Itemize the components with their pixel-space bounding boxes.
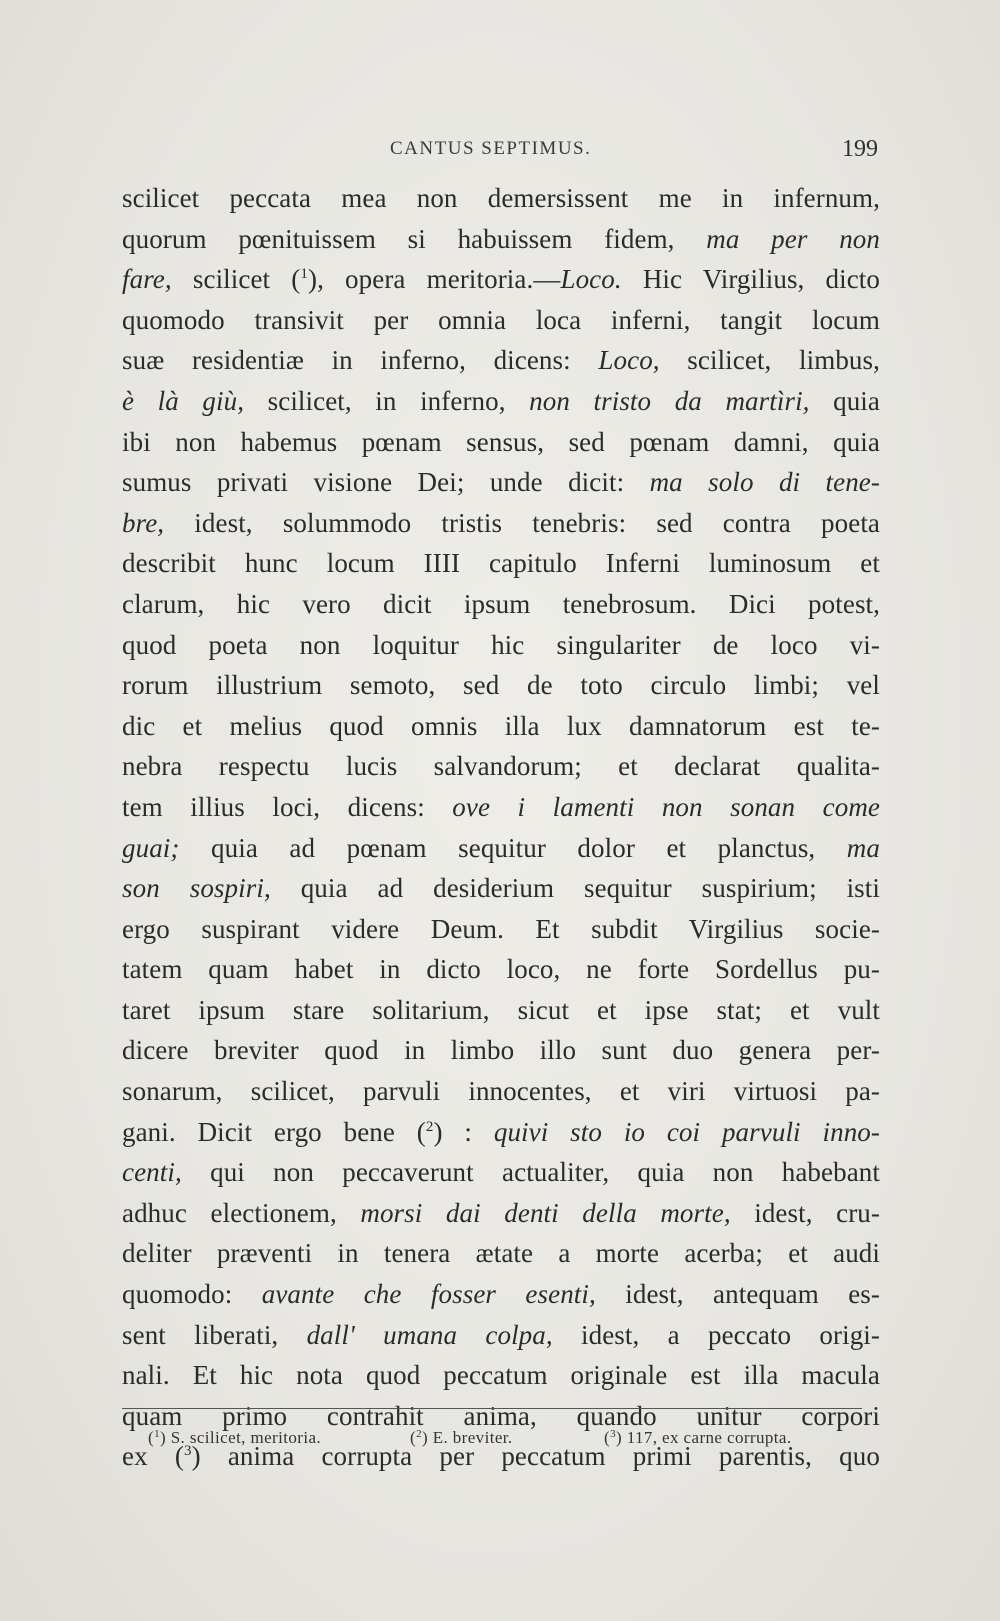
text-segment: quam primo contrahit anima, quando unitur corpori	[122, 1400, 880, 1431]
footnote-text: 117, ex carne corrupta.	[626, 1428, 792, 1447]
footnote-mark: 1	[154, 1428, 160, 1440]
text-segment: quia	[809, 385, 880, 416]
text-segment: deliter præventi in tenera ætate a morte acerba; et audi	[122, 1238, 880, 1269]
text-segment: scilicet peccata mea non demersissent me in infernum,	[122, 183, 880, 213]
text-line	[122, 665, 880, 706]
text-line	[122, 422, 880, 463]
italic-quote: morsi dai denti della morte,	[360, 1197, 731, 1228]
footnotes	[148, 1428, 868, 1458]
text-segment: idest, cru-	[730, 1197, 880, 1228]
text-line	[122, 219, 880, 260]
italic-quote: son sospiri,	[122, 873, 271, 904]
text-line	[122, 746, 880, 787]
body-text	[122, 178, 880, 1477]
text-segment: quomodo transivit per omnia loca inferni, tangit locum	[122, 304, 880, 335]
italic-quote: dall' umana colpa,	[306, 1319, 553, 1350]
page-number: 199	[842, 136, 878, 162]
text-segment: sumus privati visione Dei; unde dicit:	[122, 467, 650, 498]
text-line	[122, 828, 880, 869]
text-segment: quorum pœnituissem si habuissem fidem,	[122, 223, 707, 254]
text-segment: scilicet, limbus,	[659, 345, 880, 376]
running-title: CANTUS SEPTIMUS.	[390, 138, 592, 159]
text-segment: dicere breviter quod in limbo illo sunt duo genera per-	[122, 1035, 880, 1066]
text-line	[122, 1355, 880, 1396]
italic-quote: guai;	[122, 832, 180, 863]
text-line	[122, 300, 880, 341]
text-segment: quia ad desiderium sequitur suspirium; isti	[270, 873, 880, 904]
italic-quote: ma per non	[706, 223, 880, 254]
footnote-ref: 3	[183, 1443, 192, 1460]
text-segment: scilicet (	[171, 264, 301, 295]
text-segment: gani. Dicit ergo bene (	[122, 1116, 426, 1147]
text-segment: Hic Virgilius, dicto	[621, 264, 881, 295]
italic-quote: centi,	[122, 1157, 182, 1188]
text-line	[122, 1315, 880, 1356]
text-line	[122, 1152, 880, 1193]
text-segment: scilicet, in inferno,	[244, 385, 530, 416]
italic-quote: avante che fosser esenti,	[261, 1279, 596, 1310]
text-segment: qui non peccaverunt actualiter, quia non habebant	[181, 1157, 880, 1188]
text-line	[122, 909, 880, 950]
text-segment: clarum, hic vero dicit ipsum tenebrosum. Dici potest,	[122, 588, 880, 619]
text-segment: rorum illustrium semoto, sed de toto circulo limbi; vel	[122, 670, 880, 701]
text-line	[122, 1112, 880, 1153]
text-line	[122, 584, 880, 625]
text-segment: idest, antequam es-	[595, 1279, 880, 1310]
text-line	[122, 259, 880, 300]
footnote-ref: 2	[425, 1118, 434, 1135]
text-segment: taret ipsum stare solitarium, sicut et ipse stat; et vult	[122, 994, 880, 1025]
italic-quote: è là giù,	[122, 385, 245, 416]
text-line	[122, 462, 880, 503]
text-line	[122, 178, 880, 219]
footnote-ref: 1	[300, 266, 308, 283]
text-line	[122, 990, 880, 1031]
text-segment: sonarum, scilicet, parvuli innocentes, et viri virtuosi pa-	[122, 1076, 880, 1107]
text-line	[122, 868, 880, 909]
text-line	[122, 1233, 880, 1274]
italic-quote: Loco,	[598, 345, 660, 376]
text-line	[122, 340, 880, 381]
text-segment: dic et melius quod omnis illa lux damnatorum est te-	[122, 710, 880, 741]
text-line	[122, 503, 880, 544]
footnote-mark: 3	[610, 1428, 616, 1440]
footnote-text: E. breviter.	[432, 1428, 513, 1447]
text-line	[122, 381, 880, 422]
text-line	[122, 625, 880, 666]
text-segment: ibi non habemus pœnam sensus, sed pœnam damni, quia	[122, 426, 880, 457]
text-segment: ) anima corrupta per peccatum primi parentis, quo	[191, 1441, 880, 1472]
text-segment: ex (	[122, 1441, 184, 1472]
text-segment: quia ad pœnam sequitur dolor et planctus,	[179, 832, 847, 863]
footnote-3: ($^3$) 117, ex carne corrupta.	[604, 1428, 792, 1447]
text-segment: describit hunc locum IIII capitulo Inferni luminosum et	[122, 548, 880, 579]
text-segment: idest, solummodo tristis tenebris: sed contra poeta	[164, 507, 880, 538]
text-segment: tem illius loci, dicens:	[122, 791, 453, 822]
text-line	[122, 1030, 880, 1071]
text-line	[122, 787, 880, 828]
text-line	[122, 543, 880, 584]
text-segment: sent liberati,	[122, 1319, 307, 1350]
text-line	[122, 949, 880, 990]
text-segment: ) :	[433, 1116, 494, 1147]
text-line	[122, 1071, 880, 1112]
footnote-text: S. scilicet, meritoria.	[170, 1428, 322, 1447]
running-head	[120, 136, 878, 168]
footnote-rule	[122, 1408, 862, 1409]
text-segment: suæ residentiæ in inferno, dicens:	[122, 345, 599, 376]
italic-quote: Loco.	[560, 264, 622, 295]
italic-quote: ma	[846, 832, 880, 863]
text-segment: adhuc electionem,	[122, 1197, 361, 1228]
text-line	[122, 1193, 880, 1234]
text-line	[122, 1274, 880, 1315]
text-segment: ergo suspirant videre Deum. Et subdit Virgilius socie-	[122, 913, 880, 944]
italic-quote: ove i lamenti non sonan come	[452, 791, 880, 822]
italic-quote: quivi sto io coi parvuli inno-	[493, 1116, 880, 1147]
text-segment: ), opera meritoria.—	[307, 264, 561, 295]
footnote-mark: 2	[416, 1428, 422, 1440]
italic-quote: non tristo da martìri,	[529, 385, 810, 416]
text-segment: quomodo:	[122, 1279, 262, 1310]
text-segment: quod poeta non loquitur hic singulariter de loco vi-	[122, 629, 880, 660]
footnote-2: ($^2$) E. breviter.	[410, 1428, 513, 1447]
text-segment: nali. Et hic nota quod peccatum originale est illa macula	[122, 1360, 880, 1391]
footnote-1: ($^1$) S. scilicet, meritoria.	[148, 1428, 322, 1447]
text-segment: tatem quam habet in dicto loco, ne forte Sordellus pu-	[122, 954, 880, 985]
text-segment: nebra respectu lucis salvandorum; et declarat qualita-	[122, 751, 880, 782]
italic-quote: fare,	[122, 264, 172, 295]
text-segment: idest, a peccato origi-	[552, 1319, 880, 1350]
text-line	[122, 706, 880, 747]
italic-quote: bre,	[122, 507, 165, 538]
italic-quote: ma solo di tene-	[649, 467, 880, 498]
